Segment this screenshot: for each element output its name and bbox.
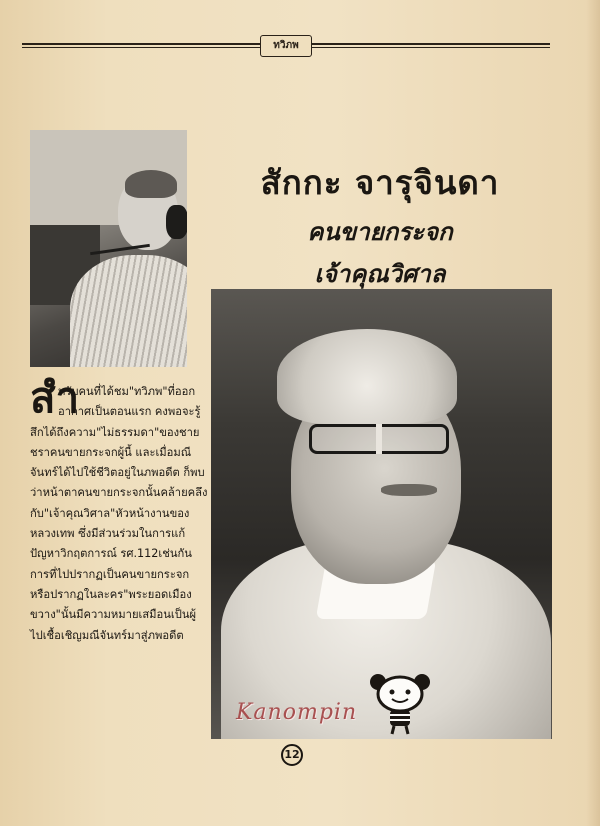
body-line: ชราคนขายกระจกผู้นี้ และเมื่อมณี [30, 445, 192, 459]
photo-headset [166, 205, 187, 239]
body-line: ขวาง"นั้นมีความหมายเสมือนเป็นผู้ [30, 608, 197, 622]
page-number: 12 [281, 744, 303, 766]
body-line: กับ"เจ้าคุณวิศาล"หัวหน้างานของ [30, 506, 190, 520]
body-line: หรือปรากฏในละคร"พระยอดเมือง [30, 587, 192, 601]
mascot-icon [368, 668, 432, 736]
watermark-signature: Kanompin [236, 700, 358, 725]
drop-cap: สำ [30, 373, 80, 422]
photo-shirt [70, 255, 187, 367]
photo-mustache [381, 484, 437, 496]
photo-hair [277, 329, 457, 424]
photo-glasses [309, 424, 449, 454]
photo-hair [125, 170, 177, 198]
body-line: สึกได้ถึงความ"ไม่ธรรมดา"ของชาย [30, 425, 200, 439]
body-line: ปัญหาวิกฤตการณ์ รศ.112เช่นกัน [30, 547, 192, 561]
body-line: การที่ไปปรากฏเป็นคนขายกระจก [30, 567, 190, 581]
body-line: ไปเชื้อเชิญมณีจันทร์มาสู่ภพอดีต [30, 628, 184, 642]
body-line: อากาศเป็นตอนแรก คงพอจะรู้ [58, 405, 201, 419]
scan-edge [586, 0, 600, 826]
masthead-logo: ทวิภพ [260, 35, 312, 57]
article-subtitle: เจ้าคุณวิศาล [314, 260, 446, 288]
body-line: ว่าหน้าตาคนขายกระจกนั้นคล้ายคลึง [30, 486, 208, 500]
inset-photo [30, 130, 187, 367]
article-title: สักกะ จารุจินดา [260, 163, 500, 202]
body-line: จันทร์ได้ไปใช้ชีวิตอยู่ในภพอดีต ก็พบ [30, 466, 205, 480]
body-line: หลวงเทพ ซึ่งมีส่วนร่วมในการแก้ [30, 527, 186, 541]
body-line: หรับคนที่ได้ชม"ทวิภพ"ที่ออก [58, 385, 196, 398]
article-body [30, 382, 208, 646]
article-subtitle: คนขายกระจก [307, 218, 453, 246]
